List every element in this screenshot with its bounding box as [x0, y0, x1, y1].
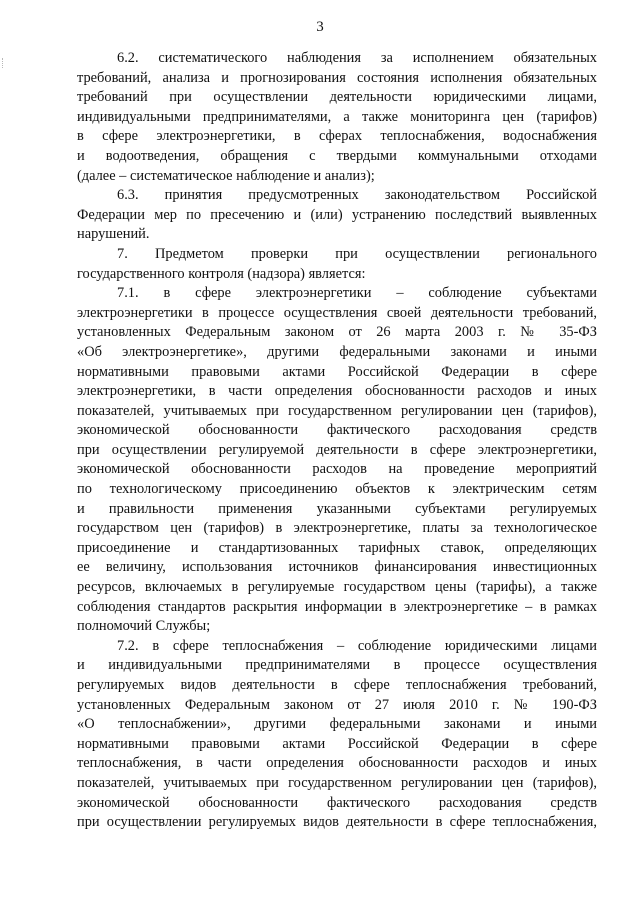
paragraph-6-3: [77, 186, 597, 245]
text-line: экономической обоснованности расходов на проведение мероприятий: [77, 461, 597, 478]
paragraph-6-2: [77, 49, 597, 186]
paragraph-7-2: [77, 637, 597, 833]
text-line: нарушений.: [77, 226, 150, 243]
text-line: ее величину, использования источников финансирования инвестиционных: [77, 559, 597, 576]
text-line: ресурсов, включаемых в регулируемые государством цены (тарифы), а также: [77, 579, 597, 596]
text-line: регулируемых видов деятельности в сфере теплоснабжения требований,: [77, 677, 597, 693]
text-line: «О теплоснабжении», другими федеральными законами и иными: [77, 716, 597, 733]
document-body: [77, 49, 597, 833]
text-line: 7.1. в сфере электроэнергетики – соблюдение субъектами: [117, 285, 597, 302]
text-line: теплоснабжения, в части определения обоснованности расходов и иных: [77, 755, 597, 772]
text-line: экономической обоснованности фактического расходования средств: [77, 422, 597, 439]
text-line: 7.2. в сфере теплоснабжения – соблюдение юридическими лицами: [117, 637, 597, 654]
text-line: 7. Предметом проверки при осуществлении регионального: [117, 245, 597, 262]
text-line: требований при осуществлении деятельности юридическими лицами,: [77, 89, 597, 106]
text-line: Федерации мер по пресечению и (или) устранению последствий выявленных: [77, 206, 597, 223]
text-line: показателей, учитываемых при государственном регулировании цен (тарифов),: [77, 774, 597, 791]
text-line: при осуществлении регулируемой деятельности в сфере электроэнергетики,: [77, 441, 597, 458]
paragraph-list: [77, 49, 597, 833]
text-line: соблюдения стандартов раскрытия информации в электроэнергетике – в рамках: [77, 598, 597, 615]
text-line: государством цен (тарифов) в электроэнергетике, платы за технологическое: [77, 520, 597, 537]
text-line: присоединение и стандартизованных тарифных ставок, определяющих: [77, 539, 597, 556]
text-line: требований, анализа и прогнозирования состояния исполнения обязательных: [77, 69, 597, 86]
scan-margin-mark: [2, 58, 11, 68]
page-number: 3: [316, 19, 324, 35]
paragraph-7-1: [77, 284, 597, 637]
text-line: при осуществлении регулируемых видов деятельности в сфере теплоснабжения,: [77, 814, 597, 831]
text-line: (далее – систематическое наблюдение и анализ);: [77, 167, 375, 184]
text-line: экономической обоснованности фактического расходования средств: [77, 794, 597, 811]
text-line: государственного контроля (надзора) является:: [77, 265, 366, 282]
text-line: по технологическому присоединению объектов к электрическим сетям: [77, 481, 597, 498]
text-line: электроэнергетики в процессе осуществления своей деятельности требований,: [77, 304, 597, 321]
text-line: электроэнергетики, в части определения обоснованности расходов и иных: [77, 383, 597, 400]
text-line: в сфере электроэнергетики, в сферах теплоснабжения, водоснабжения: [77, 128, 597, 145]
text-line: индивидуальными предпринимателями, а также мониторинга цен (тарифов): [77, 108, 597, 125]
text-line: 6.3. принятия предусмотренных законодательством Российской: [117, 187, 597, 204]
paragraph-7: [77, 245, 597, 284]
text-line: установленных Федеральным законом от 26 марта 2003 г. № 35-ФЗ: [77, 324, 597, 341]
text-line: полномочий Службы;: [77, 618, 211, 635]
text-line: установленных Федеральным законом от 27 июля 2010 г. № 190-ФЗ: [77, 696, 597, 713]
text-line: нормативными правовыми актами Российской Федерации в сфере: [77, 363, 597, 380]
text-line: 6.2. систематического наблюдения за исполнением обязательных: [117, 50, 597, 66]
text-line: и индивидуальными предпринимателями в процессе осуществления: [77, 657, 597, 674]
text-line: и правильности применения указанными субъектами регулируемых: [77, 500, 597, 517]
text-line: нормативными правовыми актами Российской Федерации в сфере: [77, 735, 597, 752]
text-line: показателей, учитываемых при государственном регулировании цен (тарифов),: [77, 402, 597, 419]
text-line: «Об электроэнергетике», другими федеральными законами и иными: [77, 343, 597, 360]
text-line: и водоотведения, обращения с твердыми коммунальными отходами: [77, 147, 597, 164]
